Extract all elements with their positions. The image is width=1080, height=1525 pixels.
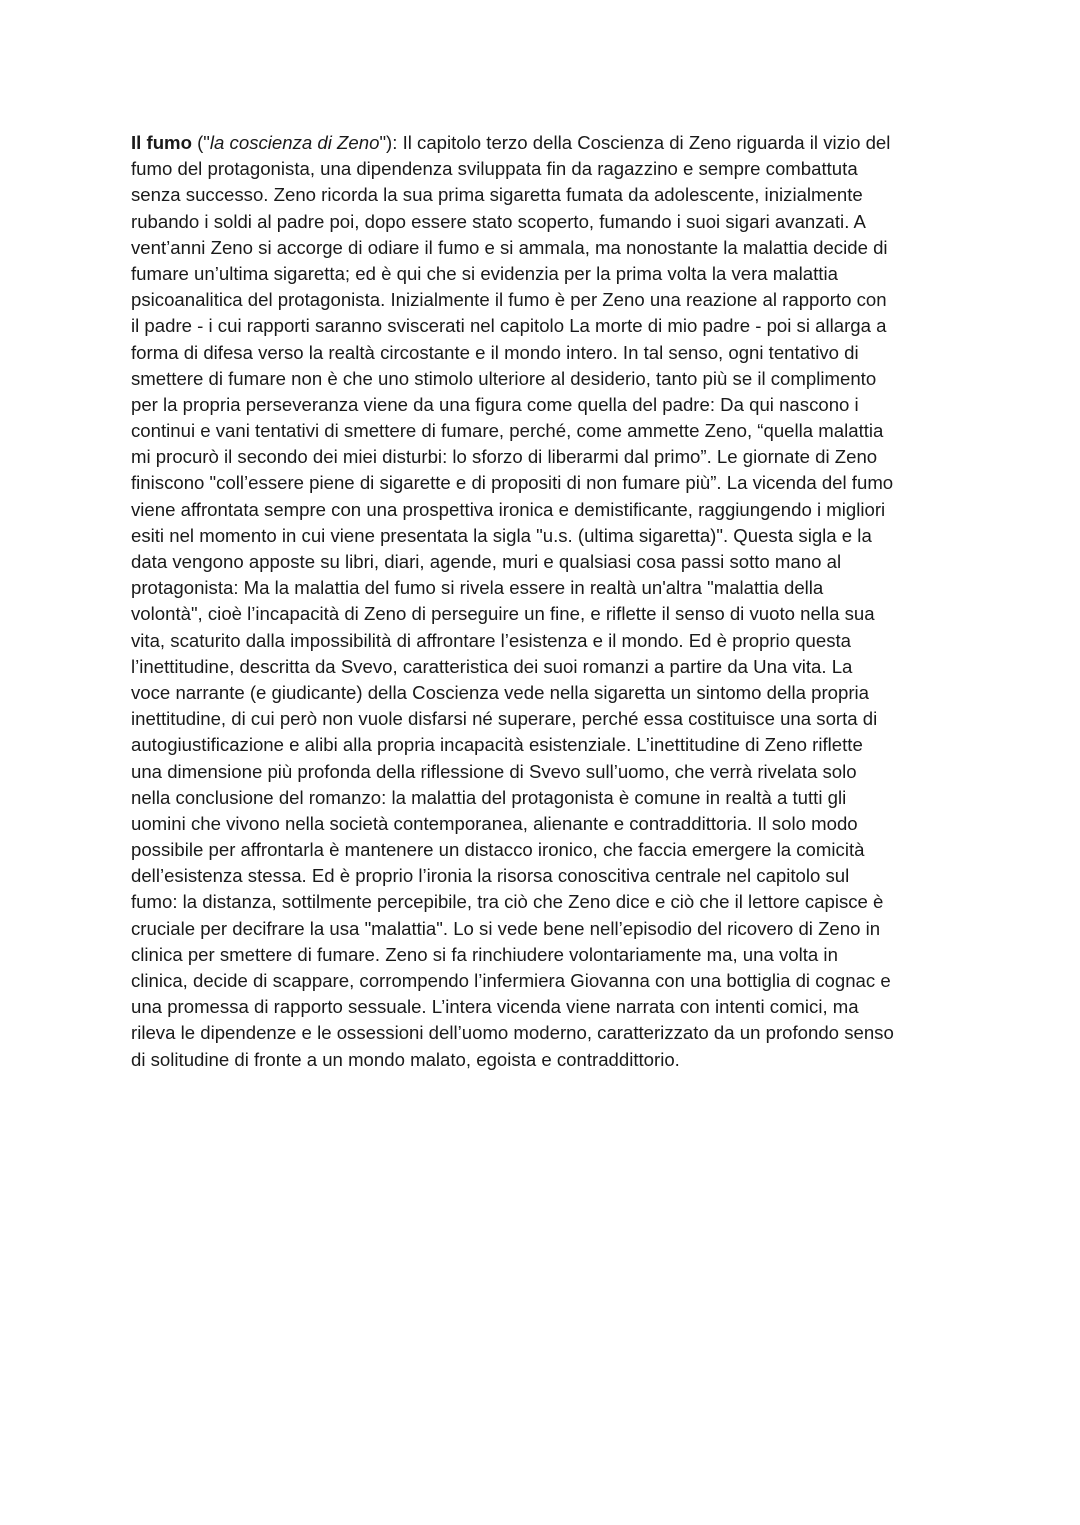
text-line: l’inettitudine, descritta da Svevo, caratteristica dei suoi romanzi a partire da Una vita. La bbox=[131, 655, 853, 677]
text-line: mi procurò il secondo dei miei disturbi: lo sforzo di liberarmi dal primo”. Le giornate di Zeno bbox=[131, 446, 878, 468]
text-line: possibile per affrontarla è mantenere un distacco ironico, che faccia emergere la comicità bbox=[131, 839, 865, 861]
text-line: rubando i soldi al padre poi, dopo essere stato scoperto, fumando i suoi sigari avanzati. A bbox=[131, 210, 866, 232]
text-line: voce narrante (e giudicante) della Coscienza vede nella sigaretta un sintomo della propria bbox=[131, 681, 869, 703]
text-line: psicoanalitica del protagonista. Inizialmente il fumo è per Zeno una reazione al rapporto con bbox=[131, 289, 887, 311]
text-line: clinica per smettere di fumare. Zeno si fa rinchiudere volontariamente ma, una volta in bbox=[131, 943, 838, 965]
heading-title: Il fumo bbox=[131, 132, 192, 153]
text-line: continui e vani tentativi di smettere di fumare, perché, come ammette Zeno, “quella malattia bbox=[131, 420, 884, 442]
first-line bbox=[131, 130, 961, 156]
text-line: fumare un’ultima sigaretta; ed è qui che si evidenzia per la prima volta la vera malattia bbox=[131, 262, 838, 284]
text-line: dell’esistenza stessa. Ed è proprio l’ironia la risorsa conoscitiva centrale nel capitolo sul bbox=[131, 865, 850, 887]
text-line: data vengono apposte su libri, diari, agende, muri e qualsiasi cosa passi sotto mano al bbox=[131, 551, 842, 572]
text-line: cruciale per decifrare la usa "malattia". Lo si vede bene nell’episodio del ricovero di Zeno in bbox=[131, 917, 881, 939]
text-line: vita, scaturito dalla impossibilità di affrontare l’esistenza e il mondo. Ed è proprio questa bbox=[131, 629, 852, 651]
title-open-paren: (" bbox=[191, 132, 210, 153]
text-line: forma di difesa verso la realtà circostante e il mondo intero. In tal senso, ogni tentativo di bbox=[131, 341, 859, 363]
text-line: finiscono "coll’essere piene di sigarette e di propositi di non fumare più”. La vicenda del fumo bbox=[131, 472, 894, 494]
text-line: inettitudine, di cui però non vuole disfarsi né superare, perché essa costituisce una sorta di bbox=[131, 708, 878, 730]
first-line-text: Il capitolo terzo della Coscienza di Zeno riguarda il vizio del bbox=[402, 132, 891, 153]
text-line: vent’anni Zeno si accorge di odiare il fumo e si ammala, ma nonostante la malattia decide di bbox=[131, 236, 888, 258]
text-line: il padre - i cui rapporti saranno sviscerati nel capitolo La morte di mio padre - poi si allarga a bbox=[131, 315, 887, 337]
title-close-paren: "): bbox=[379, 132, 403, 153]
text-line: fumo: la distanza, sottilmente percepibile, tra ciò che Zeno dice e ciò che il lettore capisce è bbox=[131, 891, 884, 913]
text-line: per la propria perseveranza viene da una figura come quella del padre: Da qui nascono i bbox=[131, 393, 859, 415]
text-line: smettere di fumare non è che uno stimolo ulteriore al desiderio, tanto più se il complimento bbox=[131, 367, 877, 389]
text-line: di solitudine di fronte a un mondo malato, egoista e contraddittorio. bbox=[131, 1048, 680, 1070]
text-line: protagonista: Ma la malattia del fumo si rivela essere in realtà un'altra "malattia della bbox=[131, 577, 824, 599]
text-line: uomini che vivono nella società contemporanea, alienante e contraddittoria. Il solo modo bbox=[131, 812, 858, 834]
text-line: rileva le dipendenze e le ossessioni dell’uomo moderno, caratterizzato da un profondo senso bbox=[131, 1022, 894, 1044]
text-line: esiti nel momento in cui viene presentata la sigla "u.s. (ultima sigaretta)". Questa sigla e la bbox=[131, 524, 872, 546]
text-line: senza successo. Zeno ricorda la sua prima sigaretta fumata da adolescente, inizialmente bbox=[131, 184, 863, 206]
text-line: autogiustificazione e alibi alla propria incapacità esistenziale. L’inettitudine di Zeno riflette bbox=[131, 734, 863, 756]
text-line: nella conclusione del romanzo: la malattia del protagonista è comune in realtà a tutti gli bbox=[131, 786, 847, 808]
heading-subtitle: la coscienza di Zeno bbox=[209, 132, 380, 153]
text-line: una dimensione più profonda della riflessione di Svevo sull’uomo, che verrà rivelata solo bbox=[131, 760, 857, 782]
body-paragraph bbox=[131, 130, 961, 1073]
text-line: viene affrontata sempre con una prospettiva ironica e demistificante, raggiungendo i migliori bbox=[131, 498, 886, 520]
text-line: fumo del protagonista, una dipendenza sviluppata fin da ragazzino e sempre combattuta bbox=[131, 158, 858, 180]
text-line: clinica, decide di scappare, corrompendo l’infermiera Giovanna con una bottiglia di cognac e bbox=[131, 970, 891, 991]
text-line: una promessa di rapporto sessuale. L’intera vicenda viene narrata con intenti comici, ma bbox=[131, 996, 859, 1018]
text-line: volontà", cioè l’incapacità di Zeno di perseguire un fine, e riflette il senso di vuoto nella sua bbox=[131, 603, 875, 625]
